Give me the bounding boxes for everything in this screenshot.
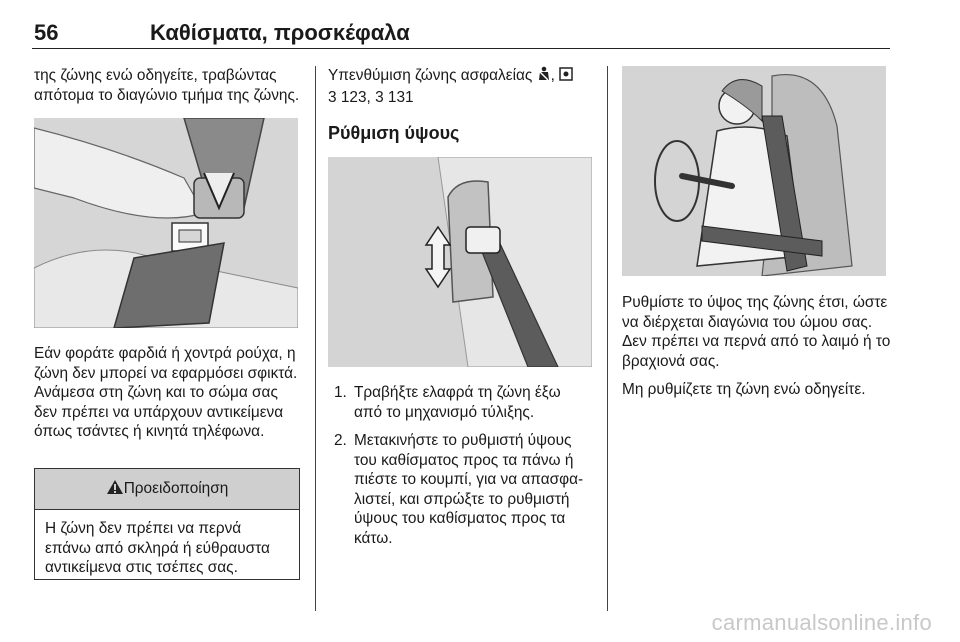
column-3 [622, 66, 894, 400]
warning-title: Προειδοποίηση [123, 480, 229, 497]
warning-box [34, 468, 300, 580]
height-adjuster-drawing [328, 157, 592, 367]
list-item [328, 383, 592, 422]
clothing-paragraph: Εάν φοράτε φαρδιά ή χοντρά ρούχα, η ζώνη δεν μπορεί να εφαρμόσει σφικτά. Ανάμεσα στη ζώνη και το σώμα σας δεν πρέπει να υπάρχουν αντικείμενα όπως τσάντες ή κινητά τηλέφωνα. [34, 345, 298, 440]
page-title: Καθίσματα, προσκέφαλα [150, 20, 410, 45]
column-divider-2 [607, 66, 608, 611]
page-header [32, 16, 890, 49]
page-references: 3 123, 3 131 [328, 88, 414, 106]
list-item [328, 431, 592, 548]
airbag-indicator-icon [559, 66, 573, 88]
column-divider-1 [315, 66, 316, 611]
intro-paragraph: της ζώνης ενώ οδηγείτε, τραβώντας απότομα το διαγώνιο τμήμα της ζώνης. [34, 67, 300, 104]
step-text: Τραβήξτε ελαφρά τη ζώνη έξω από το μηχανισμό τύλιξης. [354, 384, 561, 421]
seatbelt-icon [537, 66, 551, 88]
reminder-text: Υπενθύμιση ζώνης ασφαλείας [328, 67, 533, 84]
watermark: carmanualsonline.info [711, 610, 932, 635]
buckle-illustration [34, 118, 298, 328]
driver-belt-illustration [622, 66, 886, 276]
step-text: Μετακινήστε το ρυθμιστή ύψους του καθίσματος προς τα πάνω ή πιέστε το κουμπί, για να απασφα-λιστεί, και σπρώξτε το ρυθμιστή ύψους του καθίσματος προς τα κάτω. [354, 432, 584, 547]
reminder-line: Υπενθύμιση ζώνης ασφαλείας , [328, 66, 592, 88]
height-instruction-paragraph: Ρυθμίστε το ύψος της ζώνης έτσι, ώστε να διέρχεται διαγώνια του ώμου σας. Δεν πρέπει να περνά από το λαιμό ή το βραχιονά σας. [622, 294, 891, 370]
height-adjust-heading: Ρύθμιση ύψους [328, 123, 460, 143]
no-adjust-while-driving-paragraph: Μη ρυθμίζετε τη ζώνη ενώ οδηγείτε. [622, 381, 866, 398]
step-number: 2. [334, 432, 347, 449]
warning-header [35, 469, 299, 510]
driver-belt-drawing [622, 66, 886, 276]
page-number: 56 [34, 20, 59, 45]
column-2 [328, 66, 592, 557]
step-number: 1. [334, 384, 347, 401]
steps-list [328, 383, 592, 548]
seat-belt-buckle-drawing [34, 118, 298, 328]
warning-text: Η ζώνη δεν πρέπει να περνά επάνω από σκληρά ή εύθραυστα αντικείμενα στις τσέπες σας. [45, 520, 270, 576]
column-1 [34, 66, 302, 442]
height-adjuster-illustration [328, 157, 592, 367]
warning-triangle-icon [106, 471, 124, 511]
